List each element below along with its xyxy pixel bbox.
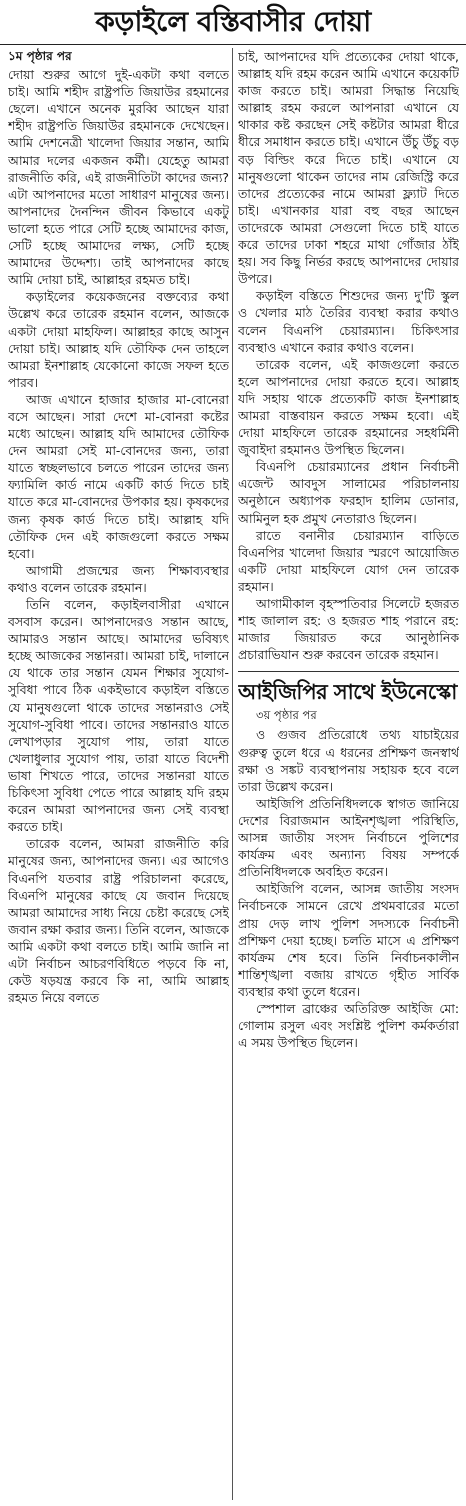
paragraph: আজ এখানে হাজার হাজার মা-বোনেরা বসে আছেন। সারা দেশে মা-বোনরা কষ্টের মধ্যে আছেন। আল্লাহ যদি আমাদের তৌফিক দেন আমরা সেই মা-বোনদের জন্য, তারা যাতে স্বচ্ছলভাবে চলতে পারেন তাদের জন্য ফ্যামিলি কার্ড নামে একটি কার্ড দিতে চাই যাতে করে মা-বোনদের উপকার হয়। কৃষকদের জন্য কৃষক কার্ড দিতে চাই। আল্লাহ যদি তৌফিক দেন এই কাজগুলো করতে সক্ষম হবো।: [8, 391, 229, 561]
paragraph: আগামী প্রজন্মের জন্য শিক্ষাব্যবস্থার কথাও বলেন তারেক রহমান।: [8, 562, 229, 595]
headline-rule: [0, 44, 466, 45]
paragraph: তিনি বলেন, কড়াইলবাসীরা এখানে বসবাস করেন। আপনাদেরও সন্তান আছে, আমারও সন্তান আছে। আমাদের ভবিষ্যৎ হচ্ছে আজকের সন্তানরা। আমরা চাই, দালানে যে থাকে তার সন্তান যেমন শিক্ষার সুযোগ-সুবিধা পাবে ঠিক একইভাবে কড়াইল বস্তিতে যে মানুষগুলো থাকে তাদের সন্তানরাও সেই সুযোগ-সুবিধা পাবে। তাদের সন্তানরাও যাতে লেখাপড়ার সুযোগ পায়, তারা যাতে খেলাধুলার সুযোগ পায়, তারা যাতে বিদেশী ভাষা শিখতে পারে, তাদের সন্তানরা যাতে চিকিৎসা সুবিধা পেতে পারে আল্লাহ যদি রহম করেন আমরা আপনাদের জন্য সেই ব্যবস্থা করতে চাই।: [8, 597, 229, 835]
left-column: [8, 48, 229, 1500]
paragraph: আইজিপি প্রতিনিধিদলকে স্বাগত জানিয়ে দেশের বিরাজমান আইনশৃঙ্খলা পরিস্থিতি, আসন্ন জাতীয় সংসদ নির্বাচনে পুলিশের কার্যক্রম এবং অন্যান্য বিষয় সম্পর্কে প্রতিনিধিদলকে অবহিত করেন।: [238, 795, 459, 880]
paragraph: স্পেশাল ব্রাঞ্চের অতিরিক্ত আইজি মো: গোলাম রসুল এবং সংশ্লিষ্ট পুলিশ কর্মকর্তারা এ সময় উপস্থিত ছিলেন।: [238, 1000, 459, 1051]
paragraph: তারেক বলেন, এই কাজগুলো করতে হলে আপনাদের দোয়া করতে হবে। আল্লাহ যদি সহায় থাকে প্রত্যেকটি কাজ ইনশাল্লাহ আমরা বাস্তবায়ন করতে সক্ষম হবো। এই দোয়া মাহফিলে তারেক রহমানের সহধর্মিনী জুবাইদা রহমানও উপস্থিত ছিলেন।: [238, 356, 459, 458]
article-headline: কড়াইলে বস্তিবাসীর দোয়া: [95, 5, 371, 38]
paragraph: কড়াইল বস্তিতে শিশুদের জন্য দু'টি স্কুল ও খেলার মাঠ তৈরির ব্যবস্থা করার কথাও বলেন বিএনপি চেয়ারম্যান। চিকিৎসার ব্যবস্থাও এখানে করার কথাও বলেন।: [238, 288, 459, 355]
sub-article-headline: আইজিপির সাথে ইউনেস্কো: [238, 680, 457, 705]
continued-label: ১ম পৃষ্ঠার পর: [8, 49, 72, 63]
paragraph: তারেক বলেন, আমরা রাজনীতি করি মানুষের জন্য, আপনাদের জন্য। এর আগেও বিএনপি যতবার রাষ্ট্র পরিচালনা করেছে, বিএনপি মানুষের কাছে যে জবান দিয়েছে আমরা আমাদের সাধ্য নিয়ে চেষ্টা করেছে সেই জবান রক্ষা করার জন্য। তিনি বলেন, আজকে আমি একটা কথা বলতে চাই। আমি জানি না এটা নির্বাচন আচরণবিধিতে পড়বে কি না, কেউ ষড়যন্ত্র করবে কি না, আমি আল্লাহ রহমত নিয়ে বলতে: [8, 836, 229, 1006]
paragraph: ও গুজব প্রতিরোধে তথ্য যাচাইয়ের গুরুত্ব তুলে ধরে এ ধরনের প্রশিক্ষণ জনস্বার্থ রক্ষা ও সঙ্কট ব্যবস্থাপনায় সহায়ক হবে বলে তারা উল্লেখ করেন।: [238, 727, 459, 794]
paragraph: বিএনপি চেয়ারম্যানের প্রধান নির্বাচনী এজেন্ট আবদুস সালামের পরিচালনায় অনুষ্ঠানে অধ্যাপক ফরহাদ হালিম ডোনার, আমিনুল হক প্রমুখ নেতারাও ছিলেন।: [238, 459, 459, 526]
sub-article-continued-label: ৩য় পৃষ্ঠার পর: [256, 708, 317, 723]
sub-article-rule: [238, 671, 459, 672]
column-divider: [232, 48, 233, 1500]
paragraph: কড়াইলের কয়েকজনের বক্তব্যের কথা উল্লেখ করে তারেক রহমান বলেন, আজকে একটা দোয়া মাহফিল। আল্লাহর কাছে আসুন দোয়া চাই। আল্লাহ যদি তৌফিক দেন তাহলে আমরা ইনশাল্লাহ যেকোনো কাজে সফল হতে পারব।: [8, 289, 229, 390]
paragraph: চাই, আপনাদের যদি প্রত্যেকের দোয়া থাকে, আল্লাহ যদি রহম করেন আমি এখানে কয়েকটি কাজ করতে চাই। আমরা সিদ্ধান্ত নিয়েছি আল্লাহ রহম করলে আপনারা এখানে যে থাকার কষ্ট করছেন সেই কষ্টটার আমরা ধীরে ধীরে সমাধান করতে চাই। এখানে উঁচু উঁচু বড় বড় বিল্ডিং করে দিতে চাই। এখানে যে মানুষগুলো থাকেন তাদের নাম রেজিস্ট্রি করে তাদের প্রত্যেকের নামে আমরা ফ্ল্যাট দিতে চাই। এখানকার যারা বহু বছর আছেন তাদেরকে আমরা সেগুলো দিতে চাই যাতে করে তাদের ঢাকা শহরে মাথা গোঁজার ঠাঁই হয়। সব কিছু নির্ভর করছে আপনাদের দোয়ার উপরে।: [238, 49, 459, 287]
paragraph: রাতে বনানীর চেয়ারম্যান বাড়িতে বিএনপির খালেদা জিয়ার স্মরণে আয়োজিত একটি দোয়া মাহফিলে যোগ দেন তারেক রহমান।: [238, 527, 459, 594]
paragraph: দোয়া শুরুর আগে দুই-একটা কথা বলতে চাই। আমি শহীদ রাষ্ট্রপতি জিয়াউর রহমানের ছেলে। এখানে অনেক মুরব্বি আছেন যারা শহীদ রাষ্ট্রপতি জিয়াউর রহমানকে দেখেছেন। আমি দেশনেত্রী খালেদা জিয়ার সন্তান, আমি আমার দলের একজন কর্মী। যেহেতু আমরা রাজনীতি করি, এই রাজনীতিটা কাদের জন্য? এটা আপনাদের মতো সাধারণ মানুষের জন্য। আপনাদের দৈনন্দিন জীবন কিভাবে একটু ভালো হতে পারে সেটি হচ্ছে আমাদের কাজ, সেটি হচ্ছে আমাদের লক্ষ্য, সেটি হচ্ছে আমাদের উদ্দেশ্য। তাই আপনাদের কাছে আমি দোয়া চাই, আল্লাহর রহমত চাই।: [8, 67, 229, 288]
paragraph: আইজিপি বলেন, আসন্ন জাতীয় সংসদ নির্বাচনকে সামনে রেখে প্রথমবারের মতো প্রায় দেড় লাখ পুলিশ সদস্যকে নির্বাচনী প্রশিক্ষণ দেয়া হচ্ছে। চলতি মাসে এ প্রশিক্ষণ কার্যক্রম শেষ হবে। তিনি নির্বাচনকালীন শান্তিশৃঙ্খলা বজায় রাখতে গৃহীত সার্বিক ব্যবস্থার কথা তুলে ধরেন।: [238, 881, 459, 999]
paragraph: আগামীকাল বৃহস্পতিবার সিলেটে হজরত শাহ জালাল রহ: ও হজরত শাহ পরানে রহ: মাজার জিয়ারত করে আনুষ্ঠানিক প্রচারাভিযান শুরু করবেন তারেক রহমান।: [238, 596, 459, 663]
right-column: [238, 48, 459, 1500]
